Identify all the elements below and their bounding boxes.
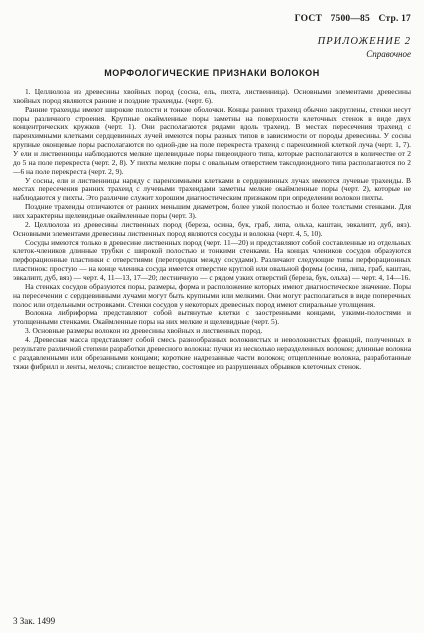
standard-number: 7500—85 xyxy=(330,14,370,24)
paragraph: 1. Целлюлоза из древесины хвойных пород (сосна, ель, пихта, лиственница). Основными элементами древесины хвойных пород являются ранние и поздние трахеиды. (черт. 6). xyxy=(13,87,411,105)
paragraph: 2. Целлюлоза из древесины лиственных пород (береза, осина, бук, граб, липа, ольха, каштан, эвкалипт, дуб, вяз). Основными элементами древесины лиственных пород являются сосуды и волокна (черт. 4, 5, 10). xyxy=(13,219,411,238)
paragraph: На стенках сосудов образуются поры, размеры, форма и расположение которых имеют диагностическое значение. Поры на пересечении с сердцевинными лучами могут быть крупными или мелкими. Они могут располагаться в виде поперечных полос или отдельными островками. Стенки сосудов у некоторых древесных пород имеют спиральные утолщения. xyxy=(13,281,411,309)
paragraph: 3. Основные размеры волокон из древесины хвойных и лиственных пород. xyxy=(25,326,263,336)
appendix-reference: Справочное xyxy=(366,49,411,59)
paragraph: 4. Древесная масса представляет собой смесь разнообразных волокнистых и неволокнистых фракций, полученных в результате различной степени разработки древесного волокна: пучки из несколько неразделенных волокон; длинные волокна с раздавленными или обрезанными концами; короткие надрезанные части волокон; отщепленные волокна, разработанные тяжи фибрилл и ленты, мелочь; слизистое вещество, состоящее из разрушенных обрывков клеточных стенок. xyxy=(13,335,411,371)
paragraph: Ранние трахеиды имеют широкие полости и тонкие оболочки. Концы ранних трахеид обычно закруглены, стенки несут поры различного строения. Крупные окаймленные поры заметны на поверхности клеточных стенок в виде двух концентрических кружков (черт. 1). Они располагаются рядами вдоль трахеид. В местах пересечения трахеид с паренхимными клетками сердцевинных лучей имеются поры разных типов в зависимости от породы древесины. У сосны крупные оконцевые поры располагаются по одной-две на поле перекреста трахеид с паренхимной клеткой луча (черт. 1, 7). У ели и лиственницы наблюдаются мелкие щелевидные поры пицеоидного типа, которые располагаются в количестве от 2 до 5 на поле перекреста (черт. 2, 8). У пихты мелкие поры с овальным отверстием таксодиоидного типа располагаются по 2—6 на поле перекреста (черт. 2, 9). xyxy=(13,104,411,176)
appendix-title: ПРИЛОЖЕНИЕ 2 xyxy=(317,36,411,47)
paragraph: Поздние трахеиды отличаются от ранних меньшим диаметром, более узкой полостью и более толстыми стенками. Для них характерны щелевидные окаймленные поры (черт. 3). xyxy=(13,202,411,221)
page-number: Стр. 17 xyxy=(378,14,411,24)
paragraph: Сосуды имеются только в древесине лиственных пород (черт. 11—20) и представляют собой составленные из отдельных клеток-члеников длинные трубки с широкой полостью и тонкими стенками. На концах члеников сосудов образуются перфорационные пластинки с отверстиями (перегородки между сосудами). Различают следующие типы перфорационных пластинок: простую — на конце членика сосуда имеется отверстие круглой или овальной формы (осина, липа, граб, каштан, эвкалипт, дуб, вяз) — черт. 4, 11—13, 17—20; лестничную — с рядом узких отверстий (береза, бук, ольха) — черт. 4, 14—16. xyxy=(13,237,411,283)
page-footer: 3 Зак. 1499 xyxy=(13,616,56,626)
page-header xyxy=(13,14,411,30)
paragraph: Волокна либриформа представляют собой вытянутые клетки с заостренными концами, узкими-полостями и утолщенными стенками. Окаймленные поры на них мелкие и щелевидные (черт. 5). xyxy=(13,308,411,327)
standard-label: ГОСТ xyxy=(294,14,322,24)
paragraph: У сосны, ели и лиственницы наряду с паренхимными клетками в сердцевинных лучах имеются лучевые трахеиды. В местах пересечения ранних трахеид с лучевыми трахеидами заметны мелкие окаймленные поры (черт. 2), которые не наблюдаются у пихты. Это различие служит хорошим диагностическим признаком при определении волокон пихты. xyxy=(13,175,411,203)
section-title: МОРФОЛОГИЧЕСКИЕ ПРИЗНАКИ ВОЛОКОН xyxy=(104,68,320,78)
body-text xyxy=(13,88,411,372)
